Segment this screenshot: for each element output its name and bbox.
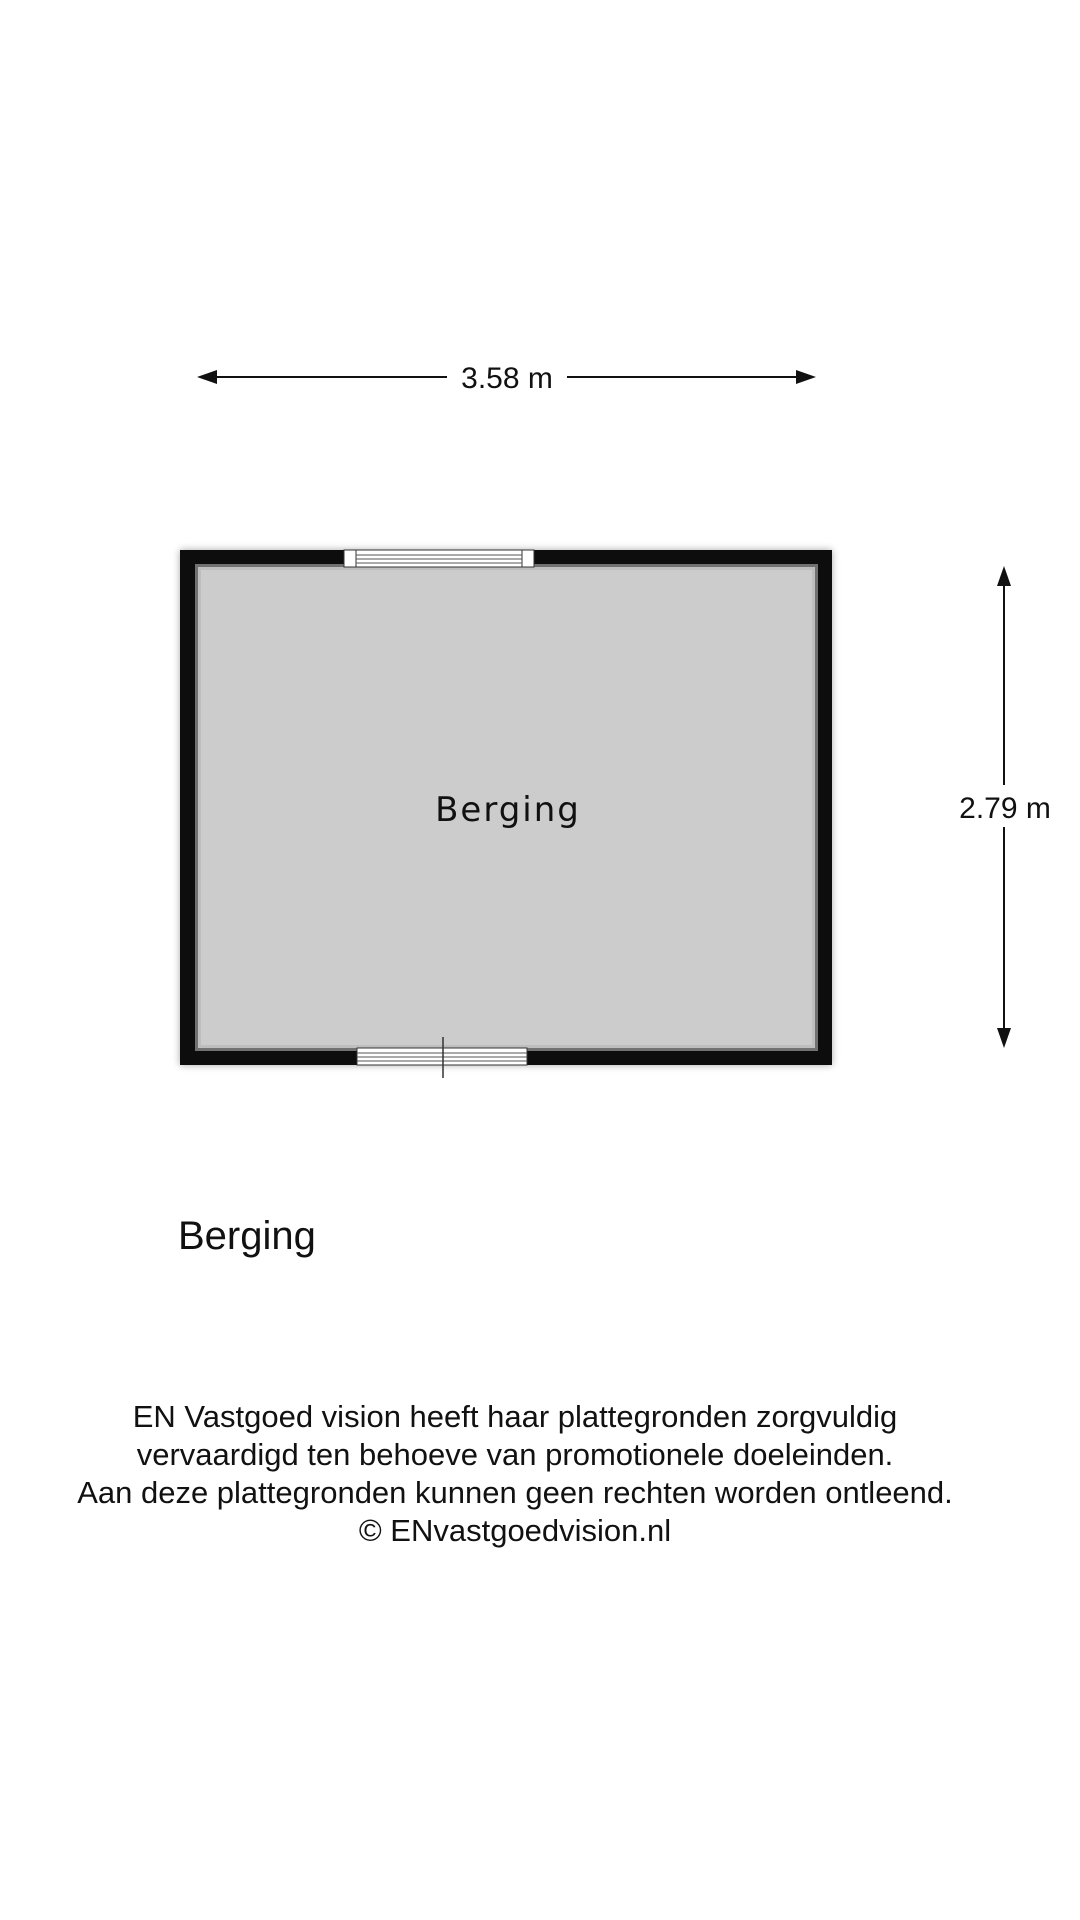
disclaimer-line: Aan deze plattegronden kunnen geen rechten worden ontleend. <box>77 1475 953 1510</box>
width-label: 3.58 m <box>461 362 553 395</box>
disclaimer <box>0 1398 1030 1550</box>
window-top <box>344 550 534 567</box>
disclaimer-line: EN Vastgoed vision heeft haar plattegronden zorgvuldig <box>132 1399 898 1434</box>
height-dimension <box>950 566 1062 1048</box>
room-label: Berging <box>435 790 581 830</box>
arrow-right-icon <box>796 370 816 384</box>
disclaimer-line: © ENvastgoedvision.nl <box>358 1513 672 1548</box>
room-berging <box>180 550 832 1078</box>
floor-title: Berging <box>178 1214 316 1258</box>
disclaimer-line: vervaardigd ten behoeve van promotionele doeleinden. <box>136 1437 894 1472</box>
arrow-left-icon <box>197 370 217 384</box>
arrow-up-icon <box>997 566 1011 586</box>
height-label: 2.79 m <box>959 792 1051 825</box>
width-dimension <box>197 357 816 397</box>
arrow-down-icon <box>997 1028 1011 1048</box>
